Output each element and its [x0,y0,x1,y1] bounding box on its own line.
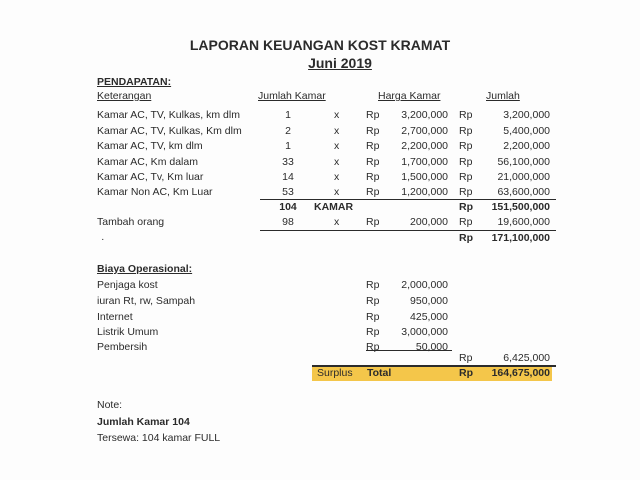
currency-label: Rp [366,186,380,198]
row-description: Kamar AC, TV, Kulkas, Km dlm [97,125,242,137]
surplus-amount: 164,675,000 [491,367,550,379]
row-total: 5,400,000 [503,125,550,137]
row-price: 3,200,000 [401,109,448,121]
notes-line-2: Tersewa: 104 kamar FULL [97,432,221,444]
row-room-count: 33 [282,156,294,168]
currency-label: Rp [366,326,380,338]
currency-label: Rp [366,311,380,323]
income-section-label: PENDAPATAN: [97,76,172,88]
currency-label: Rp [459,156,473,168]
currency-label: Rp [459,186,473,198]
currency-label: Rp [459,352,473,364]
multiply-sign: x [334,109,340,121]
multiply-sign: x [334,171,340,183]
row-price: 1,200,000 [401,186,448,198]
currency-label: Rp [366,156,380,168]
row-price: 2,700,000 [401,125,448,137]
multiply-sign: x [334,156,340,168]
multiply-sign: x [334,186,340,198]
subtotal-unit: KAMAR [314,201,354,213]
row-room-count: 1 [285,109,291,121]
expense-amount: 425,000 [410,311,448,323]
grand-total-amount: 171,100,000 [491,232,550,244]
multiply-sign: x [334,216,340,228]
row-room-count: 53 [282,186,294,198]
notes-heading: Note: [97,399,123,411]
expense-amount: 50,000 [415,341,448,353]
report-period: Juni 2019 [308,55,372,71]
expenses-divider [366,350,452,351]
row-price: 2,200,000 [401,140,448,152]
row-total: 56,100,000 [497,156,550,168]
multiply-sign: x [334,125,340,137]
row-total: 2,200,000 [503,140,550,152]
row-room-count: 14 [282,171,294,183]
expense-description: Listrik Umum [97,326,159,338]
row-total: 21,000,000 [497,171,550,183]
multiply-sign: x [334,140,340,152]
expense-description: Penjaga kost [97,279,158,291]
subtotal-room-count: 104 [279,201,297,213]
subtotal-amount: 151,500,000 [491,201,550,213]
bullet-mark: · [101,233,105,245]
currency-label: Rp [366,341,380,353]
row-total: 19,600,000 [497,216,550,228]
expense-description: Pembersih [97,341,148,353]
row-description: Kamar AC, Tv, Km luar [97,171,204,183]
currency-label: Rp [459,367,473,379]
subtotal-divider [260,199,556,200]
header-room-count: Jumlah Kamar [258,90,326,102]
header-total: Jumlah [486,90,520,102]
row-total: 63,600,000 [497,186,550,198]
row-total: 3,200,000 [503,109,550,121]
expense-amount: 950,000 [410,295,448,307]
expense-amount: 2,000,000 [401,279,448,291]
row-room-count: 2 [285,125,291,137]
row-room-count: 1 [285,140,291,152]
currency-label: Rp [366,216,380,228]
expenses-section-label: Biaya Operasional: [97,263,193,275]
currency-label: Rp [459,201,473,213]
row-price: 1,500,000 [401,171,448,183]
surplus-total-label: Total [367,367,392,379]
expenses-total-amount: 6,425,000 [503,352,550,364]
currency-label: Rp [366,295,380,307]
expense-description: Internet [97,311,133,323]
currency-label: Rp [459,140,473,152]
currency-label: Rp [459,216,473,228]
extra-count: 98 [282,216,294,228]
currency-label: Rp [459,232,473,244]
row-description: Kamar Non AC, Km Luar [97,186,213,198]
notes-line-1: Jumlah Kamar 104 [97,416,190,428]
currency-label: Rp [366,171,380,183]
expense-description: iuran Rt, rw, Sampah [97,295,196,307]
currency-label: Rp [366,109,380,121]
currency-label: Rp [366,140,380,152]
row-price: 1,700,000 [401,156,448,168]
row-description: Kamar AC, Km dalam [97,156,198,168]
surplus-label: Surplus [317,367,353,379]
header-description: Keterangan [97,90,152,102]
currency-label: Rp [366,279,380,291]
currency-label: Rp [459,171,473,183]
row-description: Kamar AC, TV, km dlm [97,140,203,152]
header-room-price: Harga Kamar [378,90,441,102]
currency-label: Rp [459,125,473,137]
currency-label: Rp [459,109,473,121]
report-title: LAPORAN KEUANGAN KOST KRAMAT [189,37,451,53]
currency-label: Rp [366,125,380,137]
grand-total-divider [260,230,556,231]
row-description: Tambah orang [97,216,165,228]
row-description: Kamar AC, TV, Kulkas, km dlm [97,109,240,121]
expense-amount: 3,000,000 [401,326,448,338]
row-price: 200,000 [410,216,448,228]
